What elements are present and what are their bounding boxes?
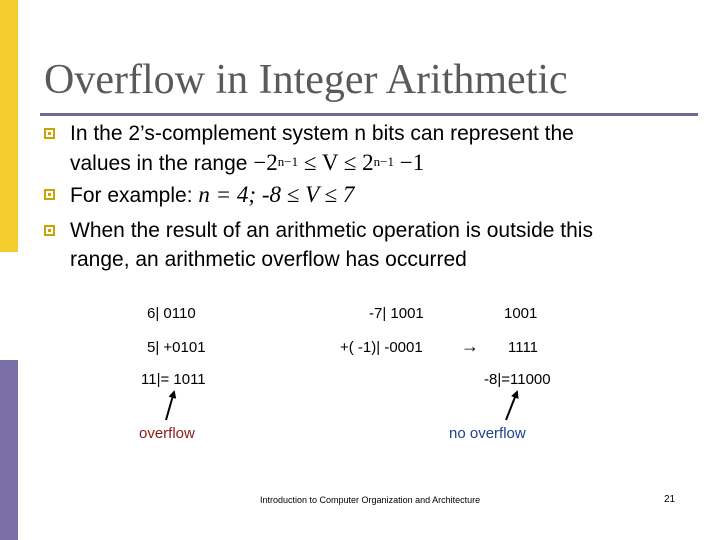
bullet-2-label: For example: bbox=[70, 184, 193, 207]
example-formula: n = 4; -8 ≤ V ≤ 7 bbox=[198, 182, 355, 207]
left-row-3: 11|= 1011 bbox=[141, 371, 206, 388]
bullet-1-range-label: values in the range bbox=[70, 152, 248, 175]
right-row-2-result: 1111 bbox=[508, 339, 539, 356]
slide-title: Overflow in Integer Arithmetic bbox=[44, 57, 568, 103]
bullet-1-line-1: In the 2’s-complement system n bits can represent the bbox=[70, 122, 574, 145]
slide-footer: Introduction to Computer Organization and Architecture bbox=[260, 495, 481, 505]
right-row-2: +( -1)| -0001 bbox=[340, 339, 423, 356]
overflow-label: overflow bbox=[139, 425, 195, 442]
right-row-1: -7| 1001 bbox=[369, 305, 424, 322]
no-overflow-label: no overflow bbox=[449, 425, 526, 442]
range-formula: $-2^{n-1} \le V \le 2^{n-1} -1$ bbox=[253, 150, 425, 175]
left-row-1: 6| 0110 bbox=[147, 305, 196, 322]
right-row-3: -8|=11000 bbox=[484, 371, 551, 388]
no-overflow-pointer-arrow bbox=[506, 392, 517, 420]
bullet-3-line-2: range, an arithmetic overflow has occurred bbox=[70, 248, 467, 271]
right-arrow-icon: → bbox=[461, 336, 479, 356]
bullet-3-line-1: When the result of an arithmetic operation is outside this bbox=[70, 219, 593, 242]
overflow-pointer-arrow bbox=[166, 392, 174, 420]
right-row-1-result: 1001 bbox=[504, 305, 538, 322]
page-number: 21 bbox=[664, 494, 676, 505]
left-row-2: 5| +0101 bbox=[147, 339, 206, 356]
